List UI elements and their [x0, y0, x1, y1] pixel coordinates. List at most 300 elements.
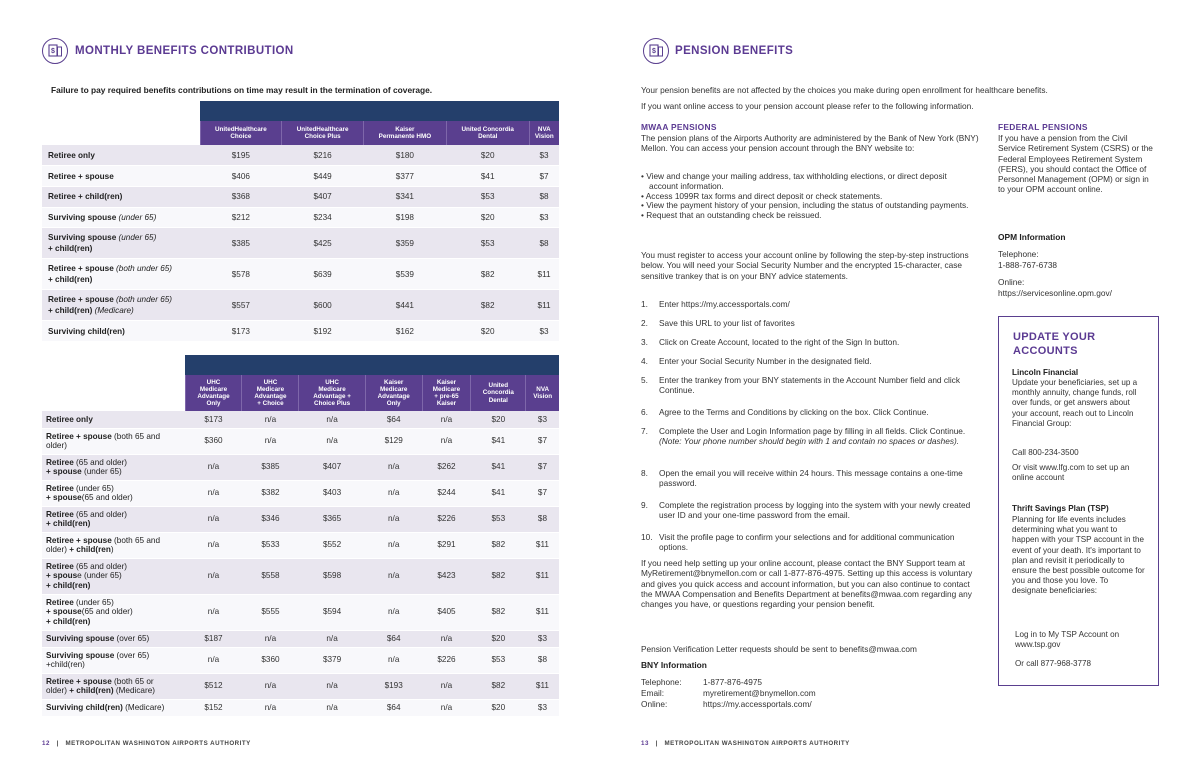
row-label-text: (both 65 or — [111, 676, 154, 686]
table-cell: n/a — [242, 411, 299, 428]
table-row — [42, 480, 559, 506]
table-cell: $598 — [299, 558, 365, 594]
table-band — [200, 101, 559, 121]
table-cell: $377 — [363, 166, 446, 187]
table-row — [42, 321, 559, 342]
step-text — [659, 356, 872, 375]
table-cell: $3 — [526, 699, 559, 716]
table-row — [42, 532, 559, 558]
table-row — [42, 186, 559, 207]
row-label-text: (over 65) — [114, 650, 150, 660]
row-label-text: + child(ren) — [46, 616, 91, 626]
step-item — [641, 468, 981, 500]
table-cell: $368 — [200, 186, 282, 207]
row-label-text: + child(ren) — [48, 244, 93, 254]
table-cell: $291 — [422, 532, 471, 558]
table-cell: n/a — [422, 428, 471, 454]
footer-org: METROPOLITAN WASHINGTON AIRPORTS AUTHORITY — [664, 740, 850, 747]
table-cell: $41 — [471, 454, 526, 480]
step-text — [659, 318, 795, 337]
step-text-main: Agree to the Terms and Conditions by clicking on the box. Click Continue. — [659, 407, 929, 417]
table-cell: n/a — [242, 699, 299, 716]
table-row — [42, 428, 559, 454]
step-item — [641, 318, 981, 337]
opm-phone: 1-888-767-6738 — [998, 260, 1058, 270]
step-item — [641, 375, 981, 407]
column-header: Kaiser Permanente HMO — [363, 121, 446, 145]
bny-info — [641, 677, 816, 709]
table-cell: $53 — [446, 228, 529, 259]
table-cell: $180 — [363, 145, 446, 166]
table-cell: $53 — [471, 647, 526, 673]
step-number: 4. — [641, 356, 648, 366]
step-item — [641, 426, 981, 468]
step-text-main: Enter the trankey from your BNY statements in the Account Number field and click Continue. — [659, 375, 960, 396]
table-cell: n/a — [299, 630, 365, 647]
table-row — [42, 630, 559, 647]
table-cell: $441 — [363, 290, 446, 321]
table-cell: $20 — [446, 145, 529, 166]
table-cell: n/a — [365, 558, 422, 594]
update-accounts-title: UPDATE YOUR ACCOUNTS — [1013, 331, 1096, 357]
column-header: UnitedHealthcare Choice Plus — [282, 121, 364, 145]
table-row — [42, 506, 559, 532]
mwaa-bullets — [641, 172, 971, 221]
row-label-text: Retiree — [46, 562, 74, 572]
table-row — [42, 166, 559, 187]
table-cell: $82 — [471, 532, 526, 558]
step-number: 10. — [641, 532, 653, 542]
row-label-text: + child(ren) — [48, 306, 93, 316]
opm-online-link[interactable]: https://servicesonline.opm.gov/ — [998, 288, 1112, 298]
table-cell: n/a — [185, 532, 242, 558]
step-item — [641, 356, 981, 375]
table-cell: n/a — [365, 454, 422, 480]
step-text-main: Complete the User and Login Information page by filling in all fields. Click Continue. — [659, 426, 966, 436]
table-cell: $3 — [529, 145, 559, 166]
federal-para: If you have a pension from the Civil Service Retirement System (CSRS) or the Federal Employees Retirement System (FERS), you should contact the Office of Personnel Management (OPM) or sign in to your OPM account online. — [998, 133, 1153, 195]
row-label-text: Retiree + spouse — [46, 431, 112, 441]
row-label-text: + child(ren) — [69, 686, 114, 695]
row-label — [42, 428, 185, 454]
row-label-text: + spous — [46, 571, 78, 581]
lincoln-heading: Lincoln Financial — [1012, 368, 1079, 377]
table-cell: n/a — [185, 480, 242, 506]
table-cell: $234 — [282, 207, 364, 228]
row-label-text: (under 65) — [73, 598, 114, 608]
list-item: • Access 1099R tax forms and direct deposit or check statements. — [641, 192, 971, 202]
row-label-text: + child(ren) — [48, 275, 93, 285]
section-title: PENSION BENEFITS — [675, 45, 794, 57]
row-label-text: + spouse — [46, 493, 82, 502]
table-cell: n/a — [365, 647, 422, 673]
table-cell: n/a — [299, 673, 365, 699]
page-footer — [42, 740, 251, 747]
row-label — [42, 290, 200, 321]
column-header: UHC Medicare Advantage + Choice Plus — [299, 375, 365, 411]
step-text-main: Complete the registration process by logging into the system with your newly created user ID and your one-time password from the email. — [659, 500, 971, 521]
row-label-text: (65 and older) — [73, 457, 128, 467]
row-label — [42, 228, 200, 259]
row-label — [42, 699, 185, 716]
row-label-text: Retiree + child(ren) — [48, 192, 123, 202]
termination-warning: Failure to pay required benefits contributions on time may result in the termination of coverage. — [51, 85, 433, 95]
table-cell: $425 — [282, 228, 364, 259]
row-label-text: (65 and older) — [73, 509, 128, 519]
row-label — [42, 321, 200, 342]
table-cell: $192 — [282, 321, 364, 342]
table-cell: n/a — [185, 647, 242, 673]
column-header: Kaiser Medicare + pre-65 Kaiser — [422, 375, 471, 411]
step-number: 7. — [641, 426, 648, 436]
table-row — [42, 290, 559, 321]
table-cell: $173 — [185, 411, 242, 428]
table-cell: $379 — [299, 647, 365, 673]
row-label-text: older) — [46, 441, 67, 450]
step-number: 6. — [641, 407, 648, 417]
table-cell: $41 — [446, 166, 529, 187]
table-cell: $360 — [185, 428, 242, 454]
row-label-text: + spouse — [46, 607, 82, 617]
tsp-login[interactable]: Log in to My TSP Account on www.tsp.gov — [1015, 630, 1120, 650]
opm-online-label: Online: — [998, 277, 1025, 287]
table-cell: $41 — [471, 428, 526, 454]
column-header: UHC Medicare Advantage + Choice — [242, 375, 299, 411]
step-item — [641, 407, 981, 426]
lincoln-visit[interactable]: Or visit www.lfg.com to set up an online account — [1012, 463, 1130, 483]
bny-row — [641, 699, 816, 710]
table-cell: $406 — [200, 166, 282, 187]
row-label-text: Surviving spouse — [48, 212, 117, 222]
row-label — [42, 647, 185, 673]
table-band — [185, 355, 559, 375]
table-cell: $3 — [526, 411, 559, 428]
table-cell: $385 — [200, 228, 282, 259]
row-label-text: (under 65) — [81, 467, 122, 476]
opm-heading: OPM Information — [998, 232, 1066, 242]
row-label-text: ) — [110, 545, 114, 554]
row-label-note: (both under 65) — [116, 264, 173, 274]
table-cell: $600 — [282, 290, 364, 321]
table-row — [42, 207, 559, 228]
help-text: If you need help setting up your online account, please contact the BNY Support team at MyRetirement@bnymellon.com or call 1-877-876-4975. Setting up this access is voluntary and gives you quick access and account information, but you can also continue to contact the MWAA Compensation and Benefits Department at benefits@mwaa.com regarding any changes you have, or questions regarding your pension benefit. — [641, 558, 973, 610]
row-label-text: Surviving spouse — [48, 233, 117, 243]
list-item: • View the payment history of your pension, including the status of outstanding payments. — [641, 201, 971, 211]
table-cell: n/a — [242, 630, 299, 647]
row-label-text: older) — [46, 686, 70, 695]
column-header: NVA Vision — [529, 121, 559, 145]
row-label-text: Retiree + spouse — [46, 535, 112, 545]
table-cell: $11 — [526, 532, 559, 558]
table-cell: $8 — [526, 647, 559, 673]
table-row — [42, 454, 559, 480]
step-text — [659, 299, 790, 318]
table-cell: $216 — [282, 145, 364, 166]
row-label-text: Retiree — [46, 483, 74, 493]
table-cell: $53 — [471, 506, 526, 532]
table-row — [42, 699, 559, 716]
row-label — [42, 558, 185, 594]
bny-value[interactable]: myretirement@bnymellon.com — [703, 687, 816, 698]
table-cell: $639 — [282, 259, 364, 290]
table-cell: n/a — [299, 699, 365, 716]
table-cell: $385 — [242, 454, 299, 480]
step-item — [641, 299, 981, 318]
table-cell: $539 — [363, 259, 446, 290]
table-cell: n/a — [185, 506, 242, 532]
page-footer — [641, 740, 850, 747]
table-cell: n/a — [422, 411, 471, 428]
step-number: 8. — [641, 468, 648, 478]
table-cell: $11 — [526, 594, 559, 630]
table-cell: $20 — [446, 207, 529, 228]
table-cell: $198 — [363, 207, 446, 228]
step-text — [659, 407, 929, 426]
row-label — [42, 259, 200, 290]
table-cell: $226 — [422, 506, 471, 532]
table-cell: $82 — [446, 259, 529, 290]
row-label-text: + spouse — [46, 467, 82, 476]
row-label-text: (65 and older) — [73, 562, 128, 572]
row-label — [42, 145, 200, 166]
table-cell: $64 — [365, 411, 422, 428]
step-text-main: Open the email you will receive within 24 hours. This message contains a one-time password. — [659, 468, 963, 489]
step-text-main: Visit the profile page to confirm your selections and for additional communication options. — [659, 532, 955, 553]
row-label-text: older) — [46, 545, 70, 554]
table-cell: $20 — [471, 699, 526, 716]
column-header: NVA Vision — [526, 375, 559, 411]
row-label-text: (both 65 and — [111, 535, 161, 545]
table-cell: n/a — [422, 630, 471, 647]
table-cell: $152 — [185, 699, 242, 716]
row-label-text: + child(ren — [69, 545, 111, 554]
registration-steps — [641, 299, 981, 564]
table-cell: $64 — [365, 630, 422, 647]
table-cell: $552 — [299, 532, 365, 558]
table-cell: $3 — [529, 207, 559, 228]
step-item — [641, 337, 981, 356]
table-row — [42, 411, 559, 428]
table-row — [42, 594, 559, 630]
row-label — [42, 207, 200, 228]
table-cell: $20 — [471, 630, 526, 647]
table-row — [42, 145, 559, 166]
tsp-text: Planning for life events includes determining what you want to happen with your TSP account in the event of your death. It's important to plan and revisit it periodically to ensure the best possible outcome for you and those you love. To designate beneficiaries: — [1012, 515, 1145, 596]
table-row — [42, 558, 559, 594]
row-label-text: Retiree + spouse — [48, 295, 114, 305]
row-label-text: Surviving child(ren) — [48, 326, 125, 336]
row-label-text: (Medicare) — [122, 702, 165, 712]
bny-value: 1-877-876-4975 — [703, 677, 763, 687]
footer-org: METROPOLITAN WASHINGTON AIRPORTS AUTHORITY — [65, 740, 251, 747]
step-number: 9. — [641, 500, 648, 510]
table-cell: $360 — [242, 647, 299, 673]
mwaa-para: The pension plans of the Airports Authority are administered by the Bank of New York (BNY) Mellon. You can access your pension account through the BNY website to: — [641, 133, 979, 154]
bny-heading: BNY Information — [641, 660, 707, 670]
table-cell: $557 — [200, 290, 282, 321]
table-cell: $341 — [363, 186, 446, 207]
table-row — [42, 673, 559, 699]
row-label-note: (Medicare) — [94, 306, 134, 316]
step-text-main: Save this URL to your list of favorites — [659, 318, 795, 328]
row-label-text: + child(ren) — [46, 519, 91, 528]
table-cell: $226 — [422, 647, 471, 673]
footer-separator: | — [56, 740, 59, 747]
row-label-text: Surviving spouse — [46, 633, 115, 643]
table-cell: n/a — [365, 594, 422, 630]
step-text — [659, 375, 981, 407]
table-cell: n/a — [242, 428, 299, 454]
page-number: 12 — [42, 740, 50, 747]
table-cell: $11 — [526, 558, 559, 594]
table-cell: $193 — [365, 673, 422, 699]
table-cell: $555 — [242, 594, 299, 630]
table-cell: n/a — [365, 480, 422, 506]
table-cell: $7 — [529, 166, 559, 187]
table-cell: $382 — [242, 480, 299, 506]
table-cell: $449 — [282, 166, 364, 187]
row-label-text: (Medicare) — [113, 686, 155, 695]
table-cell: $405 — [422, 594, 471, 630]
row-label-text: e (under 65) — [77, 571, 122, 581]
row-label-text: Retiree only — [46, 414, 93, 424]
section-title: MONTHLY BENEFITS CONTRIBUTION — [75, 45, 294, 57]
row-label-note: (under 65) — [118, 212, 157, 222]
row-label-text: Retiree — [46, 598, 74, 608]
table-cell: $187 — [185, 630, 242, 647]
bny-row — [641, 688, 816, 699]
table-cell: $162 — [363, 321, 446, 342]
verification-text: Pension Verification Letter requests should be sent to benefits@mwaa.com — [641, 644, 917, 654]
table-cell: $195 — [200, 145, 282, 166]
table-cell: $594 — [299, 594, 365, 630]
row-label-text: Retiree + spouse — [46, 676, 112, 686]
bny-label: Email: — [641, 687, 665, 698]
table-cell: $578 — [200, 259, 282, 290]
table-cell: n/a — [299, 428, 365, 454]
list-item: • Request that an outstanding check be reissued. — [641, 211, 971, 221]
intro-text: If you want online access to your pension account please refer to the following information. — [641, 101, 974, 111]
step-number: 2. — [641, 318, 648, 328]
table-cell: $11 — [529, 259, 559, 290]
table-cell: $359 — [363, 228, 446, 259]
row-label-text: + child(ren) — [46, 580, 91, 590]
row-label-note: (both under 65) — [116, 295, 173, 305]
table-cell: $8 — [529, 186, 559, 207]
table-cell: n/a — [185, 594, 242, 630]
table-cell: $212 — [200, 207, 282, 228]
step-number: 5. — [641, 375, 648, 385]
step-number: 3. — [641, 337, 648, 347]
row-label — [42, 532, 185, 558]
row-label-text: Retiree — [46, 509, 74, 519]
table-cell: $53 — [446, 186, 529, 207]
step-text-main: Enter https://my.accessportals.com/ — [659, 299, 790, 309]
column-header: UHC Medicare Advantage Only — [185, 375, 242, 411]
table-cell: $173 — [200, 321, 282, 342]
page-number: 13 — [641, 740, 649, 747]
row-label-text: (65 and older) — [81, 607, 133, 617]
step-item — [641, 500, 981, 532]
table-cell: n/a — [365, 532, 422, 558]
column-header: UnitedHealthcare Choice — [200, 121, 282, 145]
table-cell: n/a — [185, 558, 242, 594]
table-cell: $365 — [299, 506, 365, 532]
row-label-text: Retiree — [46, 457, 74, 467]
row-label — [42, 454, 185, 480]
row-label — [42, 506, 185, 532]
step-text — [659, 337, 899, 356]
row-label — [42, 411, 185, 428]
table-cell: $82 — [471, 558, 526, 594]
tsp-call: Or call 877-968-3778 — [1015, 659, 1092, 668]
row-label-text: (65 and older) — [81, 493, 133, 502]
table-cell: $20 — [446, 321, 529, 342]
column-header: Kaiser Medicare Advantage Only — [365, 375, 422, 411]
row-label-text: Retiree + spouse — [48, 264, 114, 274]
intro-text: Your pension benefits are not affected by the choices you make during open enrollment for healthcare benefits. — [641, 85, 1048, 95]
table-cell: $244 — [422, 480, 471, 506]
table-cell: n/a — [299, 411, 365, 428]
table-cell: $407 — [282, 186, 364, 207]
column-header: United Concordia Dental — [471, 375, 526, 411]
bny-label: Telephone: — [641, 677, 682, 687]
row-label-text: Surviving spouse — [46, 650, 115, 660]
row-label-text: Retiree only — [48, 150, 95, 160]
table-cell: $403 — [299, 480, 365, 506]
row-label — [42, 166, 200, 187]
federal-heading: FEDERAL PENSIONS — [998, 122, 1088, 132]
step-text — [659, 468, 981, 500]
under-65-table — [42, 101, 559, 342]
table-cell: $11 — [529, 290, 559, 321]
table-row — [42, 647, 559, 673]
footer-separator: | — [655, 740, 658, 747]
benefits-icon — [42, 38, 68, 64]
step-number: 1. — [641, 299, 648, 309]
table-cell: $11 — [526, 673, 559, 699]
pension-icon — [643, 38, 669, 64]
step-note: (Note: Your phone number should begin with 1 and contain no spaces or dashes). — [659, 436, 960, 447]
table-cell: $262 — [422, 454, 471, 480]
bny-label: Online: — [641, 698, 668, 709]
table-cell: $8 — [526, 506, 559, 532]
row-label-text: (under 65) — [73, 483, 114, 493]
table-cell: n/a — [185, 454, 242, 480]
bny-row — [641, 677, 816, 688]
table-cell: n/a — [242, 673, 299, 699]
medicare-table — [42, 355, 559, 717]
table-cell: $346 — [242, 506, 299, 532]
row-label — [42, 594, 185, 630]
table-cell: n/a — [422, 699, 471, 716]
table-cell: $3 — [526, 630, 559, 647]
list-item: • View and change your mailing address, tax withholding elections, or direct deposit account information. — [641, 172, 971, 192]
row-label — [42, 186, 200, 207]
row-label-text: (over 65) — [114, 633, 150, 643]
bny-value[interactable]: https://my.accessportals.com/ — [703, 698, 812, 709]
lincoln-text: Update your beneficiaries, set up a monthly annuity, change funds, roll over funds, or get answers about your account, reach out to Lincoln Financial Group: — [1012, 378, 1138, 428]
register-text: You must register to access your account online by following the step-by-step instructions below. You will need your Social Security Number and the encrypted 15-character, case sensitive trankey that is on your BNY advice statements. — [641, 250, 969, 281]
row-label — [42, 673, 185, 699]
table-cell: $558 — [242, 558, 299, 594]
svg-text:$: $ — [51, 48, 55, 55]
row-label — [42, 480, 185, 506]
table-cell: $8 — [529, 228, 559, 259]
table-cell: $64 — [365, 699, 422, 716]
opm-phone-label: Telephone: — [998, 249, 1039, 259]
table-cell: $7 — [526, 428, 559, 454]
